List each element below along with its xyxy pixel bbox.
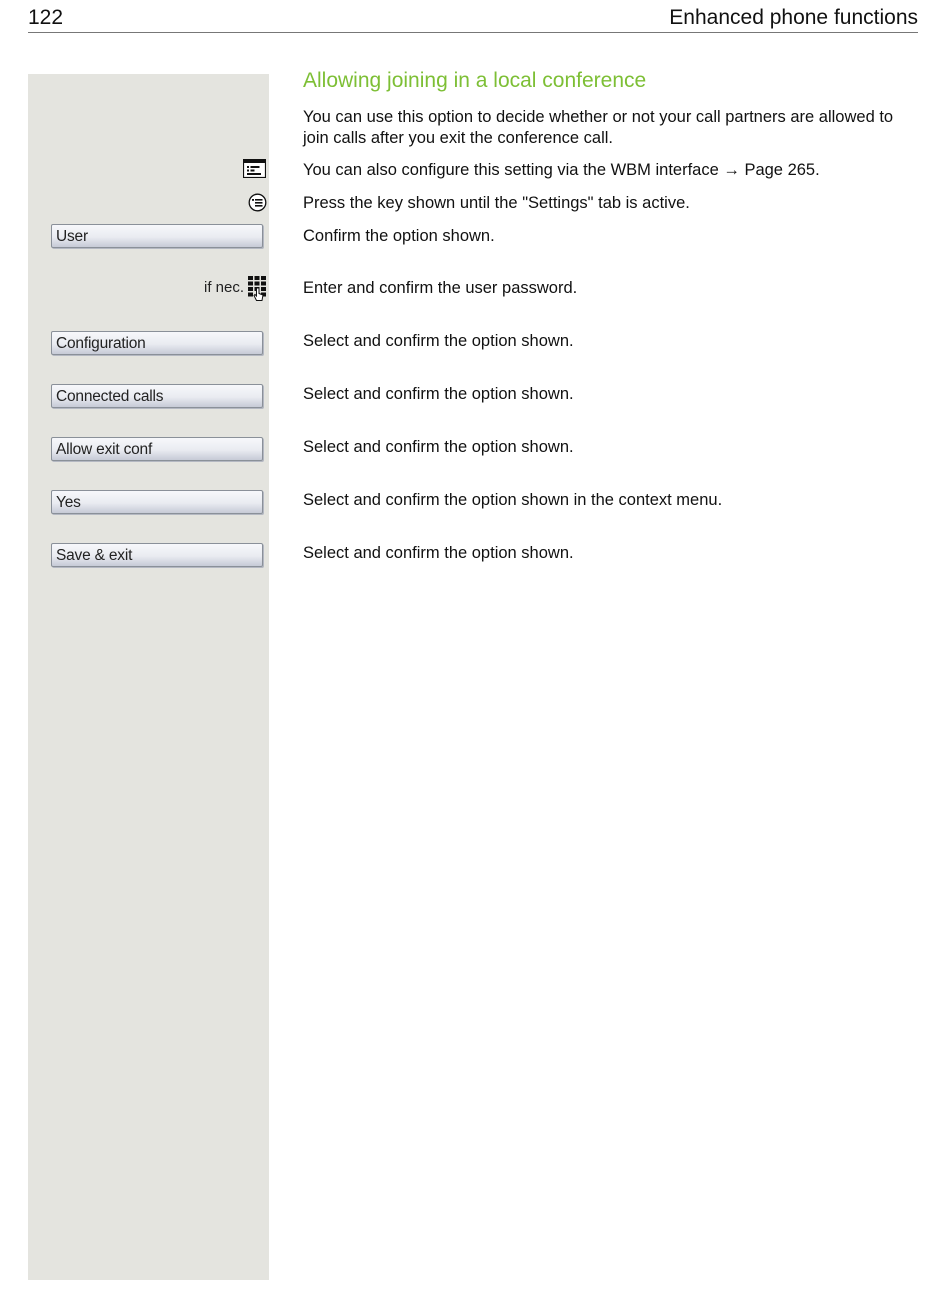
sidebar-panel (28, 74, 269, 1280)
intro-text: You can use this option to decide whether or not your call partners are allowed to join calls after you exit the conference call. (303, 108, 894, 147)
settings-key-icon (248, 193, 267, 212)
save-exit-button[interactable]: Save & exit (51, 543, 263, 567)
step-settings-text: Press the key shown until the "Settings" tab is active. (303, 194, 690, 212)
chapter-title: Enhanced phone functions (669, 6, 918, 29)
step-configuration-text: Select and confirm the option shown. (303, 332, 574, 350)
step-save-exit-text: Select and confirm the option shown. (303, 544, 574, 562)
connected-calls-button[interactable]: Connected calls (51, 384, 263, 408)
user-button[interactable]: User (51, 224, 263, 248)
step-password-text: Enter and confirm the user password. (303, 279, 578, 297)
step-yes-text: Select and confirm the option shown in the context menu. (303, 491, 723, 509)
step-user-text: Confirm the option shown. (303, 227, 495, 245)
header-divider (28, 32, 918, 33)
yes-button[interactable]: Yes (51, 490, 263, 514)
step-connected-calls-text: Select and confirm the option shown. (303, 385, 574, 403)
wbm-interface-icon (243, 159, 266, 178)
configuration-button[interactable]: Configuration (51, 331, 263, 355)
page-number: 122 (28, 6, 64, 29)
if-nec-label: if nec. (204, 279, 245, 296)
step-wbm-text: You can also configure this setting via the WBM interface → Page 265. (303, 161, 820, 179)
allow-exit-conf-button[interactable]: Allow exit conf (51, 437, 263, 461)
step-allow-exit-conf-text: Select and confirm the option shown. (303, 438, 574, 456)
section-title: Allowing joining in a local conference (303, 69, 647, 92)
keypad-icon (247, 275, 268, 302)
